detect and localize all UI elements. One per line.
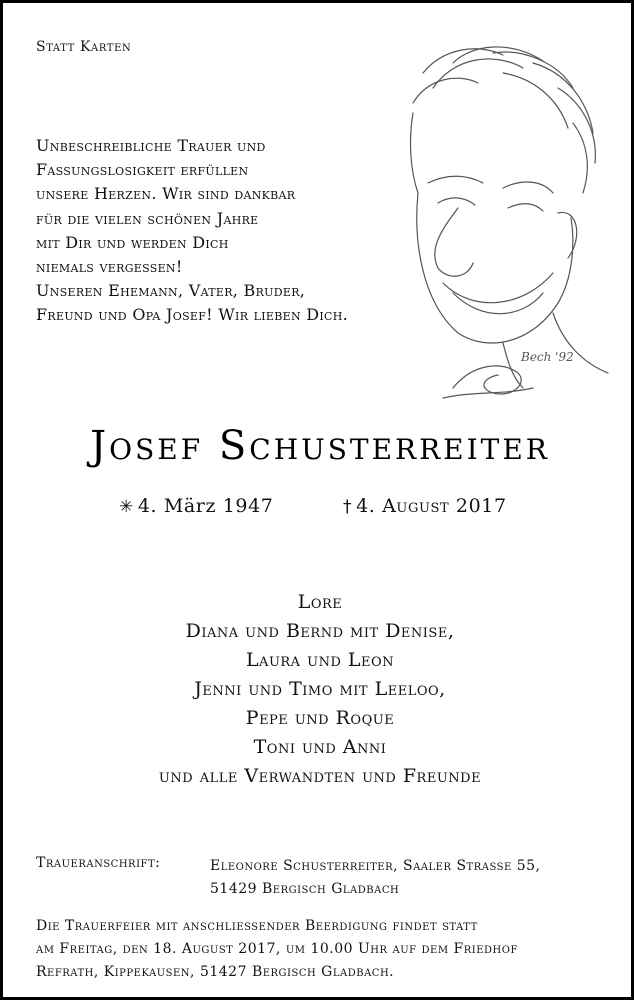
- family-line: Laura und Leon: [245, 649, 395, 671]
- service-line: Refrath, Kippekausen, 51427 Bergisch Gladbach.: [36, 964, 395, 980]
- death-date: 4. August 2017: [356, 495, 507, 517]
- family-line: Toni und Anni: [253, 736, 387, 758]
- sketch-signature: Bech '92: [521, 350, 574, 364]
- address-line-1: Eleonore Schusterreiter, Saaler Strasse 55,: [210, 858, 541, 874]
- intro-line: Fassungslosigkeit erfüllen: [36, 160, 249, 180]
- birth-date: 4. März 1947: [137, 495, 274, 517]
- intro-line: für die vielen schönen Jahre: [36, 208, 259, 228]
- death-date-group: [343, 495, 507, 517]
- address-block: [210, 855, 541, 901]
- birth-date-group: [119, 495, 274, 517]
- birth-star-icon: ✳: [119, 497, 134, 517]
- death-cross-icon: †: [343, 497, 353, 517]
- address-label: Traueranschrift:: [36, 855, 161, 871]
- intro-line: mit Dir und werden Dich: [36, 232, 229, 252]
- family-list: [3, 588, 634, 791]
- service-info: [36, 915, 611, 984]
- service-line: Die Trauerfeier mit anschliessender Beerdigung findet statt: [36, 918, 478, 934]
- portrait-sketch: [383, 43, 613, 423]
- intro-line: niemals vergessen!: [36, 257, 183, 277]
- life-dates: [3, 495, 634, 525]
- service-line: am Freitag, den 18. August 2017, um 10.00 Uhr auf dem Friedhof: [36, 941, 518, 957]
- family-line: Jenni und Timo mit Leeloo,: [194, 678, 446, 700]
- family-line: Diana und Bernd mit Denise,: [185, 620, 455, 642]
- family-line: Lore: [297, 591, 343, 613]
- family-line: Pepe und Roque: [245, 707, 395, 729]
- deceased-name: Josef Schusterreiter: [90, 423, 550, 469]
- intro-line: Freund und Opa Josef! Wir lieben Dich.: [36, 305, 349, 325]
- address-line-2: 51429 Bergisch Gladbach: [210, 881, 400, 897]
- intro-line: Unseren Ehemann, Vater, Bruder,: [36, 281, 306, 301]
- intro-line: Unbeschreibliche Trauer und: [36, 136, 266, 155]
- intro-line: unsere Herzen. Wir sind dankbar: [36, 184, 296, 204]
- header-statt-karten: Statt Karten: [36, 39, 132, 55]
- family-line: und alle Verwandten und Freunde: [158, 765, 482, 787]
- intro-text: [36, 134, 406, 328]
